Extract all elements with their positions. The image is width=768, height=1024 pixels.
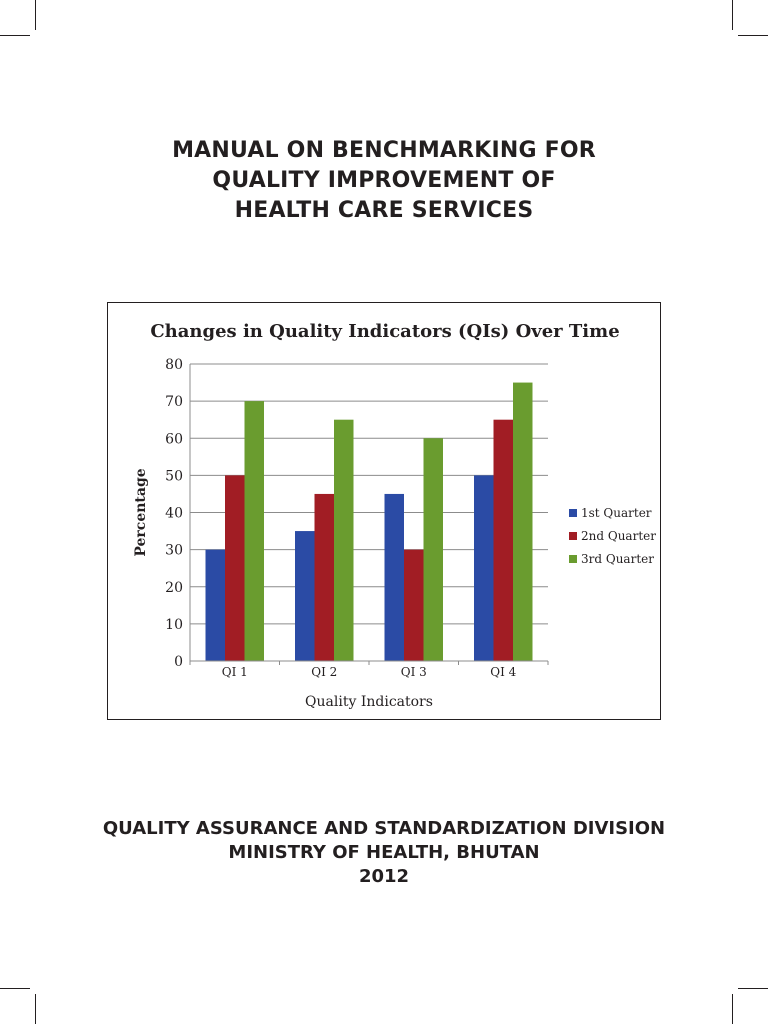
bar-2nd-quarter-qi-2 — [315, 494, 335, 661]
legend-swatch — [569, 532, 577, 540]
y-tick-label: 80 — [165, 357, 183, 373]
x-tick-label: QI 3 — [400, 665, 427, 679]
bar-2nd-quarter-qi-4 — [494, 420, 514, 661]
title-line-1: MANUAL ON BENCHMARKING FOR — [172, 138, 596, 163]
bar-1st-quarter-qi-3 — [385, 494, 405, 661]
x-axis-label: Quality Indicators — [305, 694, 433, 710]
x-tick-label: QI 4 — [490, 665, 517, 679]
bar-3rd-quarter-qi-4 — [513, 383, 533, 661]
crop-mark-top-right-vertical — [732, 0, 733, 30]
legend-swatch — [569, 509, 577, 517]
legend-swatch — [569, 555, 577, 563]
bar-1st-quarter-qi-1 — [206, 550, 226, 661]
chart-title: Changes in Quality Indicators (QIs) Over Time — [150, 321, 620, 342]
y-tick-label: 0 — [174, 654, 183, 670]
title-line-3: HEALTH CARE SERVICES — [234, 198, 534, 223]
crop-mark-top-left-vertical — [35, 0, 36, 30]
bar-2nd-quarter-qi-3 — [404, 550, 424, 661]
y-tick-label: 50 — [165, 468, 183, 485]
legend-label: 3rd Quarter — [581, 552, 654, 566]
chart-bars — [206, 383, 533, 661]
y-tick-label: 20 — [165, 579, 183, 596]
x-tick-label: QI 2 — [311, 665, 338, 679]
y-tick-label: 10 — [165, 616, 183, 633]
y-tick-label: 30 — [165, 542, 183, 559]
bar-1st-quarter-qi-2 — [295, 531, 315, 661]
crop-mark-bottom-right-vertical — [732, 994, 733, 1024]
footer-division: QUALITY ASSURANCE AND STANDARDIZATION DIVISION — [102, 818, 666, 839]
bar-1st-quarter-qi-4 — [474, 475, 494, 661]
chart-figure — [107, 302, 661, 720]
chart-legend — [569, 506, 656, 566]
y-tick-label: 70 — [165, 394, 183, 411]
bar-3rd-quarter-qi-1 — [245, 401, 265, 661]
crop-mark-top-left-horizontal — [0, 35, 30, 36]
crop-mark-bottom-right-horizontal — [738, 988, 768, 989]
y-tick-label: 60 — [165, 431, 183, 448]
bar-3rd-quarter-qi-3 — [424, 438, 444, 661]
crop-mark-bottom-left-horizontal — [0, 988, 30, 989]
crop-mark-bottom-left-vertical — [35, 994, 36, 1024]
y-tick-label: 40 — [165, 505, 183, 522]
crop-mark-top-right-horizontal — [738, 35, 768, 36]
legend-label: 2nd Quarter — [581, 529, 656, 543]
bar-3rd-quarter-qi-2 — [334, 420, 354, 661]
footer-year: 2012 — [358, 866, 410, 887]
y-axis-label: Percentage — [133, 468, 149, 557]
document-title — [0, 136, 768, 226]
bar-2nd-quarter-qi-1 — [225, 475, 245, 661]
bar-chart — [108, 303, 662, 721]
footer-ministry: MINISTRY OF HEALTH, BHUTAN — [228, 842, 540, 863]
legend-label: 1st Quarter — [581, 506, 652, 520]
x-tick-label: QI 1 — [221, 665, 248, 679]
title-line-2: QUALITY IMPROVEMENT OF — [212, 168, 556, 193]
document-footer — [0, 817, 768, 889]
